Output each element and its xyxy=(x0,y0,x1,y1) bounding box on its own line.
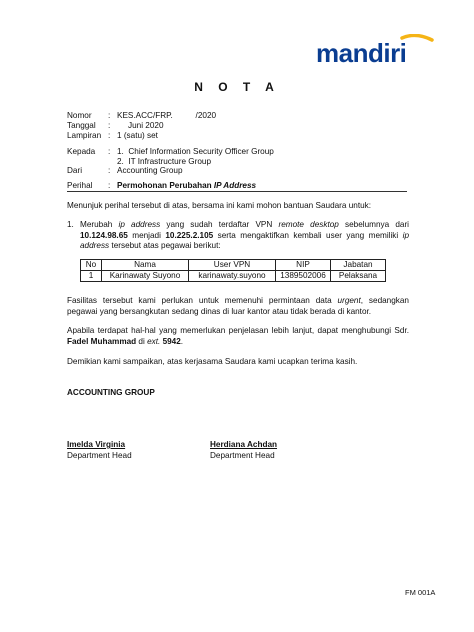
item-number: 1. xyxy=(67,220,74,229)
form-code: FM 001A xyxy=(405,588,436,597)
kepada-item: 2. IT Infrastructure Group xyxy=(117,157,212,166)
table-header: User VPN xyxy=(189,260,276,271)
extension: 5942 xyxy=(160,336,181,346)
mandiri-logo xyxy=(316,34,452,66)
table-header: Jabatan xyxy=(331,260,386,271)
table-header: No xyxy=(81,260,102,271)
colon: : xyxy=(108,111,111,120)
table-cell: Pelaksana xyxy=(331,271,386,282)
text: Fasilitas tersebut kami perlukan untuk memenuhi permintaan data xyxy=(67,296,338,305)
text: urgent xyxy=(337,296,361,305)
new-ip: 10.225.2.105 xyxy=(165,230,214,240)
closing-paragraph: Demikian kami sampaikan, atas kerjasama Saudara kami ucapkan terima kasih. xyxy=(67,357,358,366)
text: di xyxy=(136,336,148,346)
item-paragraph xyxy=(80,220,409,252)
document-title: N O T A xyxy=(194,80,280,94)
table-cell: 1389502006 xyxy=(276,271,331,282)
colon: : xyxy=(108,121,111,130)
colon: : xyxy=(108,166,111,175)
perihal-label: Perihal xyxy=(67,181,93,190)
text: . xyxy=(180,336,184,346)
text: , sedangkan pegawai yang bersangkutan sedang dinas di luar kantor atau tidak berada di kantor. xyxy=(67,296,409,316)
intro-paragraph: Menunjuk perihal tersebut di atas, bersama ini kami mohon bantuan Saudara untuk: xyxy=(67,201,372,210)
tanggal-value: Juni 2020 xyxy=(128,121,164,130)
perihal-italic: IP Address xyxy=(213,181,257,190)
lampiran-value: 1 (satu) set xyxy=(117,131,158,140)
text: ext. xyxy=(147,336,161,346)
table-header: NIP xyxy=(276,260,331,271)
text: serta mengaktifkan kembali user yang memiliki xyxy=(213,230,403,240)
lampiran-label: Lampiran xyxy=(67,131,102,140)
text: remote desktop xyxy=(278,220,339,229)
text: ip address xyxy=(118,220,161,229)
contact-paragraph xyxy=(67,326,409,347)
text: ip address xyxy=(80,230,409,251)
nomor-value: KES.ACC/FRP. /2020 xyxy=(117,111,217,120)
signer-left-title: Department Head xyxy=(67,451,132,460)
text: Apabila terdapat hal-hal yang memerlukan penjelasan lebih lanjut, dapat menghubungi Sdr. xyxy=(67,326,409,335)
facility-paragraph xyxy=(67,296,409,317)
text: menjadi xyxy=(127,230,166,240)
logo-text: mandiri xyxy=(316,38,407,68)
table-cell: 1 xyxy=(81,271,102,282)
signer-right-title: Department Head xyxy=(210,451,275,460)
employee-table xyxy=(80,259,386,282)
dari-label: Dari xyxy=(67,166,83,175)
table-header: Nama xyxy=(102,260,189,271)
text: sebelumnya dari xyxy=(338,220,409,229)
divider xyxy=(67,191,407,192)
perihal-plain: Permohonan Perubahan xyxy=(117,181,214,190)
kepada-label: Kepada xyxy=(67,147,96,156)
table-cell: Karinawaty Suyono xyxy=(102,271,189,282)
table-header-row xyxy=(81,260,386,271)
signer-left-name: Imelda Virginia xyxy=(67,440,126,449)
contact-name: Fadel Muhammad xyxy=(67,336,137,346)
text: Merubah xyxy=(80,220,119,229)
tanggal-label: Tanggal xyxy=(67,121,96,130)
table-cell: karinawaty.suyono xyxy=(189,271,276,282)
perihal-value xyxy=(117,181,256,191)
old-ip: 10.124.98.65 xyxy=(80,230,128,240)
colon: : xyxy=(108,147,111,156)
dari-value: Accounting Group xyxy=(117,166,183,175)
text: tersebut atas pegawai berikut: xyxy=(109,241,221,251)
signer-right-name: Herdiana Achdan xyxy=(210,440,278,449)
colon: : xyxy=(108,131,111,140)
nomor-label: Nomor xyxy=(67,111,92,120)
kepada-item: 1. Chief Information Security Officer Group xyxy=(117,147,274,156)
group-name: ACCOUNTING GROUP xyxy=(67,388,155,397)
table-row xyxy=(81,271,386,282)
colon: : xyxy=(108,181,111,190)
text: yang sudah terdaftar VPN xyxy=(160,220,279,229)
